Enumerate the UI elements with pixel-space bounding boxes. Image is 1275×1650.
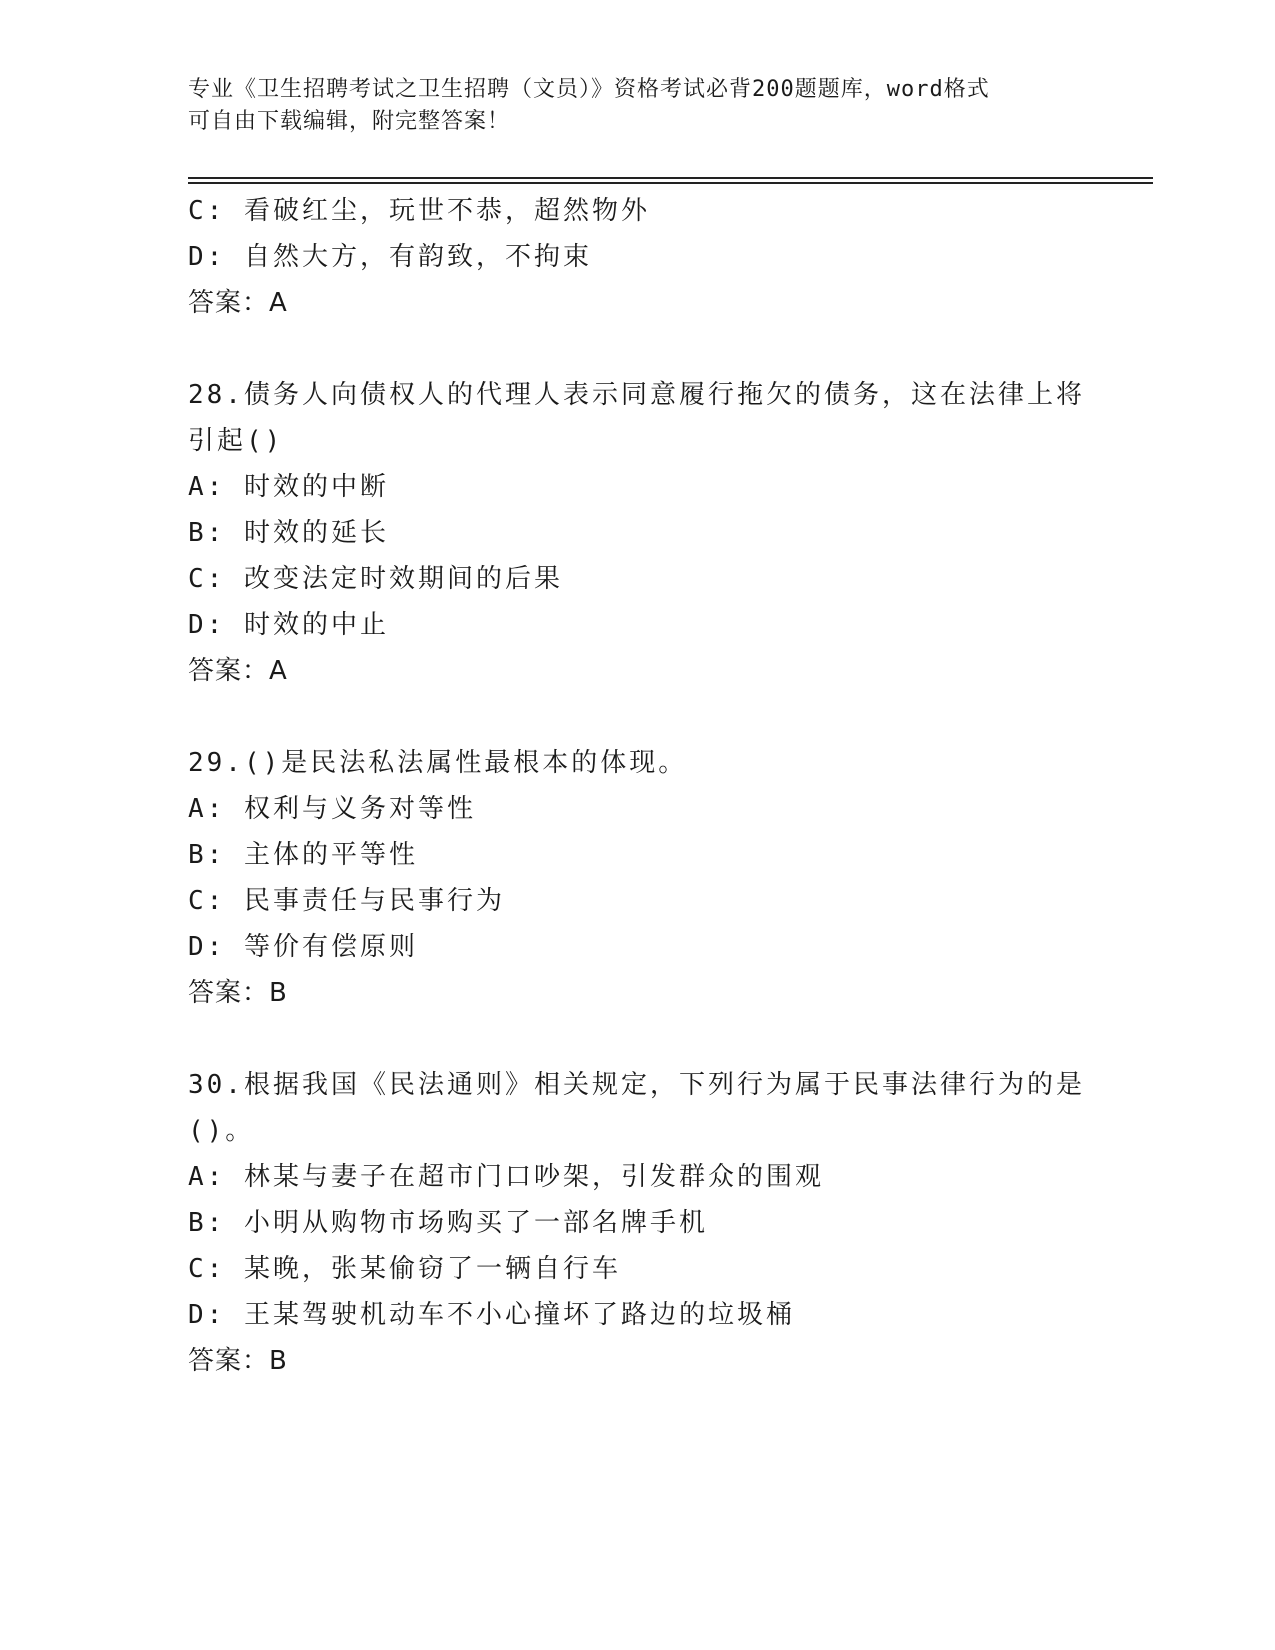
- spacer: [188, 1016, 1088, 1062]
- option-b: B: 主体的平等性: [188, 840, 418, 870]
- answer-line: 答案：B: [188, 1346, 288, 1376]
- header-divider-top: [188, 177, 1153, 179]
- document-header: [188, 74, 1068, 138]
- spacer: [188, 326, 1088, 372]
- option-a: A: 林某与妻子在超市门口吵架，引发群众的围观: [188, 1162, 824, 1192]
- option-c: C: 民事责任与民事行为: [188, 886, 505, 916]
- spacer: [188, 694, 1088, 740]
- option-c: C: 改变法定时效期间的后果: [188, 564, 563, 594]
- question-content: [188, 188, 1088, 1384]
- question-27-tail: [188, 188, 1088, 326]
- option-c: C: 看破红尘，玩世不恭，超然物外: [188, 196, 650, 226]
- question-stem: 28.债务人向债权人的代理人表示同意履行拖欠的债务，这在法律上将: [188, 380, 1085, 410]
- question-28: [188, 372, 1088, 694]
- answer-line: 答案：B: [188, 978, 288, 1008]
- header-divider-bottom: [188, 182, 1153, 184]
- answer-line: 答案：A: [188, 656, 288, 686]
- option-d: D: 时效的中止: [188, 610, 389, 640]
- option-d: D: 王某驾驶机动车不小心撞坏了路边的垃圾桶: [188, 1300, 795, 1330]
- option-a: A: 时效的中断: [188, 472, 389, 502]
- header-line-1: 专业《卫生招聘考试之卫生招聘（文员）》资格考试必背200题题库，word格式: [188, 77, 990, 102]
- question-stem-continued: 引起(): [188, 426, 284, 456]
- option-d: D: 自然大方，有韵致，不拘束: [188, 242, 592, 272]
- option-c: C: 某晚，张某偷窃了一辆自行车: [188, 1254, 621, 1284]
- question-stem: 29.()是民法私法属性最根本的体现。: [188, 748, 688, 778]
- option-d: D: 等价有偿原则: [188, 932, 418, 962]
- header-line-2: 可自由下载编辑，附完整答案！: [188, 109, 511, 134]
- option-b: B: 时效的延长: [188, 518, 389, 548]
- question-30: [188, 1062, 1088, 1384]
- question-stem: 30.根据我国《民法通则》相关规定，下列行为属于民事法律行为的是: [188, 1070, 1085, 1100]
- question-stem-continued: ()。: [188, 1116, 255, 1146]
- option-b: B: 小明从购物市场购买了一部名牌手机: [188, 1208, 708, 1238]
- question-29: [188, 740, 1088, 1016]
- answer-line: 答案：A: [188, 288, 288, 318]
- option-a: A: 权利与义务对等性: [188, 794, 476, 824]
